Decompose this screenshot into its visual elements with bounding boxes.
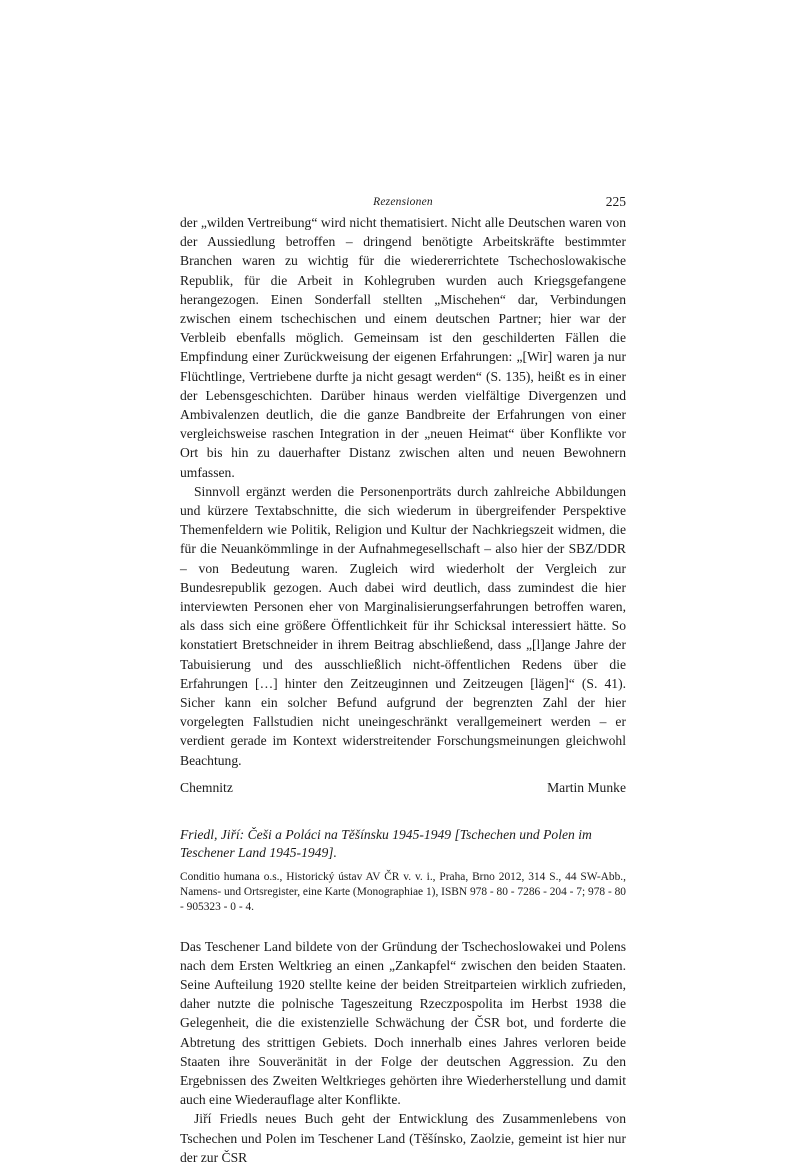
running-title: Rezensionen bbox=[373, 196, 433, 208]
review-2-paragraph-1: Das Teschener Land bildete von der Gründung der Tschechoslowakei und Polens nach dem Ersten Weltkrieg an einen „Zankapfel“ zwischen den beiden Staaten. Seine Aufteilung 1920 stellte keine der beiden Streitparteien wirklich zufrieden, daher nutzte die polnische Tageszeitung Rzeczpospolita im Herbst 1938 die Gelegenheit, die die existenzielle Schwächung der ČSR bot, und forderte die Abtretung des strittigen Gebiets. Doch innerhalb eines Jahres verloren beide Staaten ihre Souveränität in der Folge der deutschen Aggression. Zu den Ergebnissen des Zweiten Weltkrieges gehörten ihre Wiederherstellung und damit auch eine Wiederauflage alter Konflikte. bbox=[180, 938, 626, 1108]
review-2-paragraph-2: Jiří Friedls neues Buch geht der Entwicklung des Zusammenlebens von Tschechen und Polen im Teschener Land (Těšínsko, Zaolzie, gemeint ist hier nur der zur ČSR bbox=[180, 1111, 626, 1165]
review-2-bibliographic-info: Conditio humana o.s., Historický ústav AV ČR v. v. i., Praha, Brno 2012, 314 S., 44 SW-Abb., Namens- und Ortsregister, eine Karte (Monographiae 1), ISBN 978 - 80 - 7286 - 204 - 7; 978 - 80 - 905323 - 0 - 4. bbox=[180, 870, 626, 914]
page-number: 225 bbox=[605, 194, 626, 209]
reviewer-name: Martin Munke bbox=[547, 779, 626, 795]
review-1-signature bbox=[180, 778, 626, 797]
reviewer-place: Chemnitz bbox=[180, 779, 233, 795]
review-2-title: Friedl, Jiří: Češi a Poláci na Těšínsku 1945-1949 [Tschechen und Polen im Teschener Land 1945-1949]. bbox=[180, 826, 592, 860]
review-1-paragraph-2: Sinnvoll ergänzt werden die Personenporträts durch zahlreiche Abbildungen und kürzere Textabschnitte, die sich wiederum in übergreifender Perspektive Themenfeldern wie Politik, Religion und Kultur der Nachkriegszeit widmen, die für die Neuankömmlinge in der Aufnahmegesellschaft – also hier der SBZ/DDR – von Bedeutung waren. Zugleich wird wiederholt der Vergleich zur Bundesrepublik gezogen. Auch dabei wird deutlich, dass zumindest die hier interviewten Personen eher von Marginalisierungserfahrungen betroffen waren, als dass sich eine größere Öffentlichkeit für ihr Schicksal interessiert hätte. So konstatiert Bretschneider in ihrem Beitrag abschließend, dass „[l]ange Jahre der Tabuisierung und des ausschließlich nicht-öffentlichen Redens über die Erfahrungen […] hinter den Zeitzeuginnen und Zeitzeugen [lägen]“ (S. 41). Sicher kann ein solcher Befund aufgrund der begrenzten Zahl der hier vorgelegten Fallstudien nicht uneingeschränkt verallgemeinert werden – er verdient gerade im Kontext widerstreitender Forschungsmeinungen gleichwohl Beachtung. bbox=[180, 483, 626, 768]
document-page bbox=[180, 191, 626, 1167]
running-header bbox=[180, 191, 626, 213]
review-1-body bbox=[180, 213, 626, 770]
review-2-body bbox=[180, 937, 626, 1167]
review-1-paragraph-1: der „wilden Vertreibung“ wird nicht thematisiert. Nicht alle Deutschen waren von der Aussiedlung betroffen – dringend benötigte Arbeitskräfte bestimmter Branchen waren zu wichtig für die wiedererrichtete Tschechoslowakische Republik, für die Arbeit in Kohlegruben wurden auch Kriegsgefangene herangezogen. Einen Sonderfall stellten „Mischehen“ dar, Verbindungen zwischen einem tschechischen und einem deutschen Partner; hier war der Verbleib ebenfalls möglich. Gemeinsam ist den geschilderten Fällen die Empfindung einer Zurückweisung der eigenen Erfahrungen: „[Wir] waren ja nur Flüchtlinge, Vertriebene durfte ja nicht gesagt werden“ (S. 135), heißt es in einer der Lebensgeschichten. Darüber hinaus werden vielfältige Divergenzen und Ambivalenzen deutlich, die die ganze Bandbreite der Erfahrungen von einer vergleichsweise raschen Integration in der „neuen Heimat“ über Konflikte vor Ort bis hin zu dauerhafter Distanz zwischen alten und neuen Bewohnern umfassen. bbox=[180, 215, 626, 480]
